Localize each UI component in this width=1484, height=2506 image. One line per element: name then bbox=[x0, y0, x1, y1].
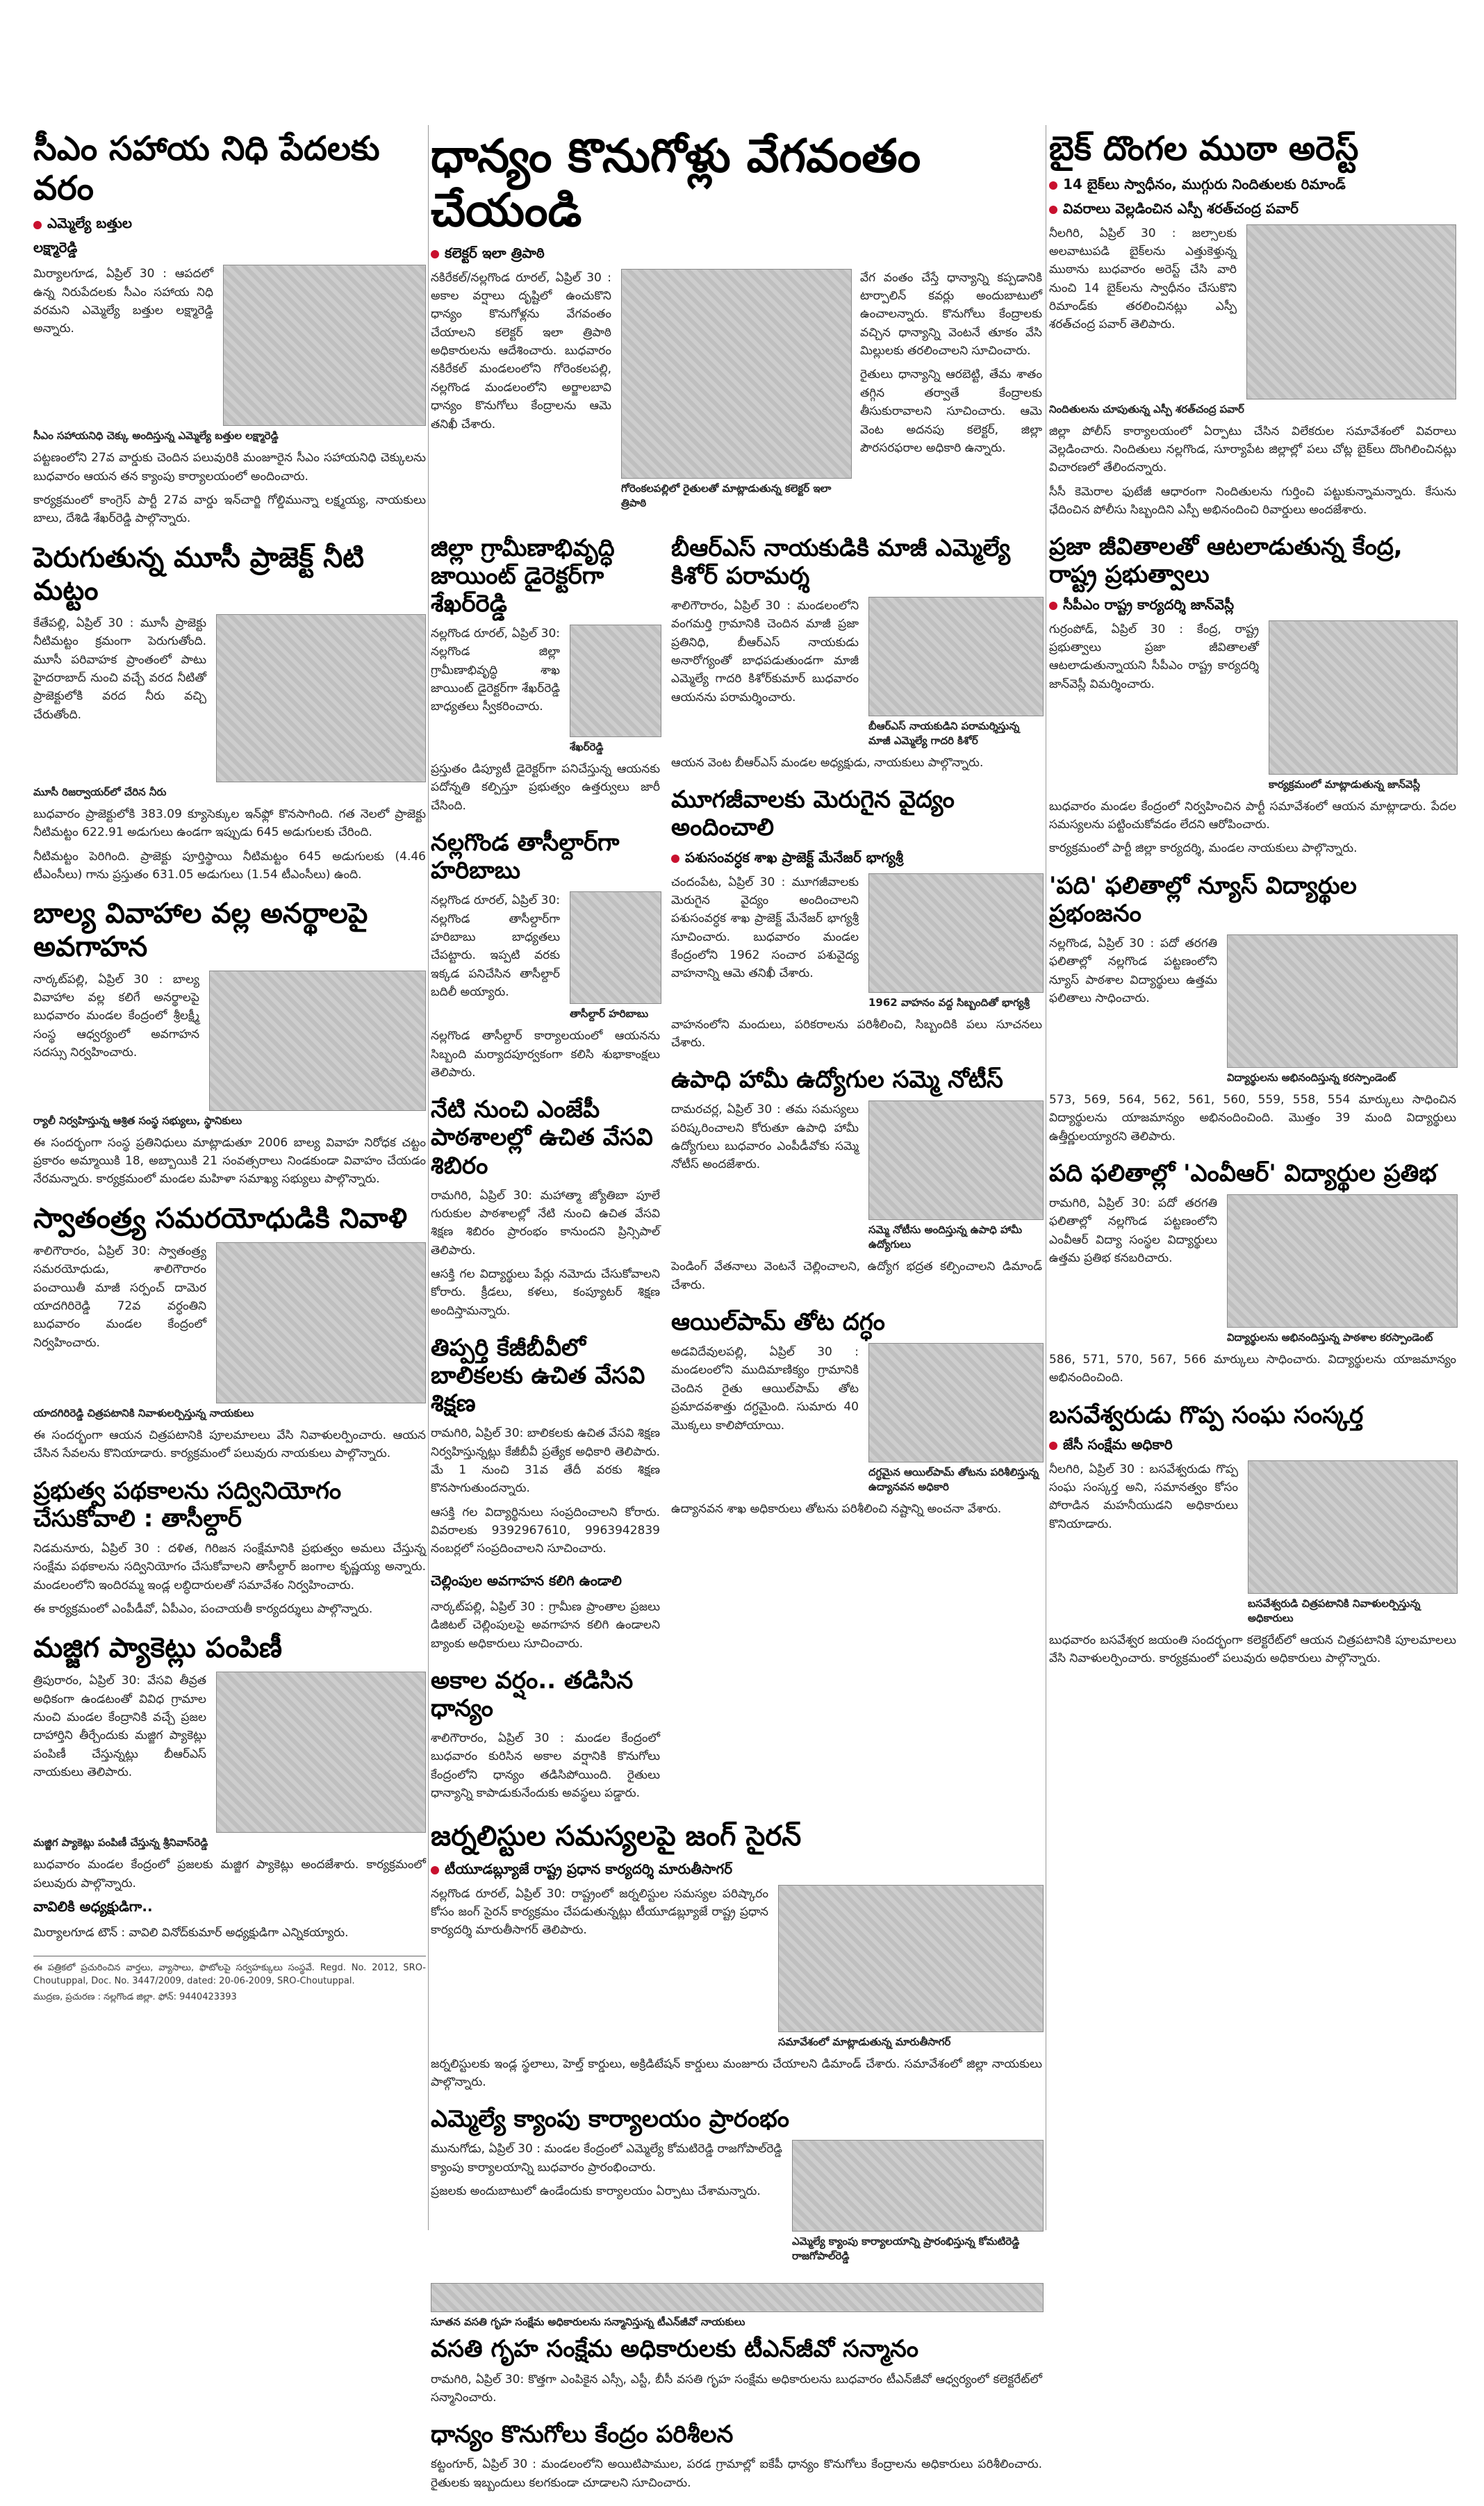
article-mjp-summer-camp bbox=[431, 1096, 660, 1320]
photo-caption: కార్యక్రమంలో మాట్లాడుతున్న జాన్‌వెస్లీ bbox=[1269, 777, 1421, 791]
article-photo bbox=[868, 597, 1044, 716]
article-photo bbox=[1246, 224, 1456, 399]
article-photo bbox=[868, 1101, 1044, 1220]
paragraph: కట్టంగూర్, ఏప్రిల్ 30 : మండలంలోని అయిటిపాముల, పరడ గ్రామాల్లో ఐకేపీ ధాన్యం కొనుగోలు కేంద్రాలను అధికారులు పరిశీలించారు. రైతులకు ఇబ్బందులు కలగకుండా చూడాలని సూచించారు. bbox=[431, 2457, 1042, 2490]
paragraph: శాలిగౌరారం, ఏప్రిల్ 30 : మండలంలోని వంగమర్తి గ్రామానికి చెందిన మాజీ ప్రజా ప్రతినిధి, బీఆర్ఎస్ నాయకుడు అనారోగ్యంతో బాధపడుతుండగా మాజీ ఎమ్మెల్యే గాదరి కిశోర్‌కుమార్ బుధవారం ఆయనను పరామర్శించారు. bbox=[671, 598, 859, 704]
photo-caption: సూతన వసతి గృహ సంక్షేమ అధికారులను సన్మానిస్తున్న టీఎన్‌జీవో నాయకులు bbox=[431, 2316, 745, 2329]
headline: బీఆర్ఎస్ నాయకుడికి మాజీ ఎమ్మెల్యే కిశోర్ పరామర్శ bbox=[671, 534, 1011, 590]
left-column bbox=[33, 125, 426, 2007]
paragraph: 573, 569, 564, 562, 561, 560, 559, 558, 554 మార్కులు సాధించిన విద్యార్థులను యాజమాన్యం అభినందించింది. మొత్తం 39 మంది విద్యార్థులు ఉత్తీర్ణులయ్యారని తెలిపారు. bbox=[1049, 1092, 1456, 1144]
byline: లక్ష్మారెడ్డి bbox=[33, 239, 78, 256]
center-column bbox=[431, 125, 1042, 2506]
article-photo bbox=[209, 971, 426, 1111]
paragraph: వాహనంలోని మందులు, పరికరాలను పరిశీలించి, సిబ్బందికి పలు సూచనలు చేశారు. bbox=[671, 1017, 1042, 1050]
lead-headline: ధాన్యం కొనుగోళ్లు వేగవంతం చేయండి bbox=[431, 129, 921, 237]
photo-caption: గోరెంకలపల్లిలో రైతులతో మాట్లాడుతున్న కలెక్టర్ ఇలా త్రిపాఠి bbox=[621, 481, 832, 509]
paragraph: ఉద్యానవన శాఖ అధికారులు తోటను పరిశీలించి నష్టాన్ని అంచనా వేశారు. bbox=[671, 1502, 1002, 1517]
headline: మూగజీవాలకు మెరుగైన వైద్యం అందించాలి bbox=[671, 786, 955, 842]
paragraph: శాలిగౌరారం, ఏప్రిల్ 30: స్వాతంత్ర్య సమరయోధుడు, శాలిగౌరారం పంచాయితీ మాజీ సర్పంచ్ దామెర యాదగిరిరెడ్డి 72వ వర్ధంతిని బుధవారం మండల కేంద్రంలో నిర్వహించారు. bbox=[33, 1244, 206, 1350]
paragraph: 586, 571, 570, 567, 566 మార్కులు సాధించారు. విద్యార్థులను యాజమాన్యం అభినందించింది. bbox=[1049, 1352, 1456, 1385]
imprint-text: ముద్రణ, ప్రచురణ : నల్లగొండ జిల్లా. ఫోన్: 9440423393 bbox=[33, 1991, 237, 2002]
paragraph: నల్లగొండ, ఏప్రిల్ 30 : పదో తరగతి ఫలితాల్లో నల్లగొండ పట్టణంలోని న్యూస్ పాఠశాల విద్యార్థులు ఉత్తమ ఫలితాలు సాధించారు. bbox=[1049, 936, 1217, 1005]
article-photo bbox=[1269, 620, 1458, 775]
article-cpm-statement bbox=[1049, 533, 1456, 857]
article-kishore-visit bbox=[671, 534, 1042, 773]
paragraph: చందంపేట, ఏప్రిల్ 30 : మూగజీవాలకు మెరుగైన వైద్యం అందించాలని పశుసంవర్ధక శాఖ ప్రాజెక్ట్ మేనేజర్ భాగ్యశ్రీ సూచించారు. బుధవారం మండల కేంద్రంలోని 1962 సంచార పశువైద్య వాహనాన్ని ఆమె తనిఖీ చేశారు. bbox=[671, 875, 859, 981]
article-rain-grain bbox=[431, 1667, 660, 1803]
article-camp-office bbox=[431, 2105, 1042, 2269]
article-photo bbox=[621, 269, 852, 479]
photo-caption: విద్యార్థులను అభినందిస్తున్న కరస్పాండెంట్ bbox=[1227, 1071, 1396, 1084]
paragraph: త్రిపురారం, ఏప్రిల్ 30: వేసవి తీవ్రత అధికంగా ఉండటంతో వివిధ గ్రామాల నుంచి మండల కేంద్రానికి వచ్చే ప్రజల దాహార్తిని తీర్చేందుకు మజ్జిగ ప్యాకెట్లు పంపిణీ చేస్తున్నట్లు బీఆర్ఎస్ నాయకులు తెలిపారు. bbox=[33, 1674, 206, 1780]
article-mvr-results bbox=[1049, 1160, 1456, 1387]
paragraph: సీసీ కెమెరాల ఫుటేజీ ఆధారంగా నిందితులను గుర్తించి పట్టుకున్నామన్నారు. కేసును ఛేదించిన పోలీసు సిబ్బందిని ఎస్పీ అభినందించి రివార్డులు అందజేశారు. bbox=[1049, 484, 1456, 517]
article-grain-centre-inspection bbox=[431, 2421, 1042, 2492]
portrait-photo bbox=[570, 891, 661, 1004]
bullet-icon bbox=[671, 855, 679, 863]
article-photo bbox=[778, 1885, 1044, 2032]
headline: బాల్య వివాహాల వల్ల అనర్థాలపై అవగాహన bbox=[33, 898, 368, 963]
article-tngo-felicitation bbox=[431, 2283, 1042, 2407]
photo-caption: మూసీ రిజర్వాయర్‌లో చేరిన నీరు bbox=[33, 786, 167, 798]
headline: ఉపాధి హామీ ఉద్యోగుల సమ్మె నోటీస్ bbox=[671, 1066, 1003, 1094]
paragraph: శాలిగౌరారం, ఏప్రిల్ 30 : మండల కేంద్రంలో బుధవారం కురిసిన అకాల వర్షానికి కొనుగోలు కేంద్రంలోని ధాన్యం తడిసిపోయింది. రైతులు ధాన్యాన్ని కాపాడుకునేందుకు అవస్థలు పడ్డారు. bbox=[431, 1731, 660, 1801]
article-nrega-strike bbox=[671, 1066, 1042, 1294]
photo-caption: దగ్ధమైన ఆయిల్‌పామ్ తోటను పరిశీలిస్తున్న ఉద్యానవన అధికారి bbox=[868, 1466, 1039, 1494]
paragraph: ఆసక్తి గల విద్యార్థులు పేర్లు నమోదు చేసుకోవాలని కోరారు. క్రీడలు, కళలు, కంప్యూటర్ శిక్షణ అందిస్తామన్నారు. bbox=[431, 1267, 660, 1318]
headline: నేటి నుంచి ఎంజేపీ పాఠశాలల్లో ఉచిత వేసవి శిబిరం bbox=[431, 1096, 653, 1180]
paragraph: పట్టణంలోని 27వ వార్డుకు చెందిన పలువురికి మంజూరైన సీఎం సహాయనిధి చెక్కులను బుధవారం ఆయన తన క్యాంపు కార్యాలయంలో అందించారు. bbox=[33, 451, 426, 484]
paragraph: నీటిమట్టం పెరిగింది. ప్రాజెక్టు పూర్తిస్థాయి నీటిమట్టం 645 అడుగులకు (4.46 టీఎంసీలు) గాను ప్రస్తుతం 631.05 అడుగులు (1.54 టీఎంసీలు) ఉంది. bbox=[33, 849, 426, 882]
headline: చెల్లింపుల అవగాహన కలిగి ఉండాలి bbox=[431, 1572, 622, 1589]
subheadline: 14 బైక్‌లు స్వాధీనం, ముగ్గురు నిందితులకు రిమాండ్ bbox=[1049, 176, 1456, 196]
paragraph: నార్కట్‌పల్లి, ఏప్రిల్ 30 : బాల్య వివాహాల వల్ల కలిగే అనర్థాలపై బుధవారం మండల కేంద్రంలో శ్రీలక్ష్మీ సంస్థ ఆధ్వర్యంలో అవగాహన సదస్సు నిర్వహించారు. bbox=[33, 972, 199, 1060]
headline: మజ్జిగ ప్యాకెట్లు పంపిణీ bbox=[33, 1632, 283, 1665]
bullet-icon bbox=[1049, 181, 1057, 190]
paragraph: పెండింగ్ వేతనాలు వెంటనే చెల్లించాలని, ఉద్యోగ భద్రత కల్పించాలని డిమాండ్ చేశారు. bbox=[671, 1260, 1042, 1292]
article-photo bbox=[223, 265, 426, 426]
headline: నల్లగొండ తాసీల్దార్‌గా హరిబాబు bbox=[431, 829, 620, 885]
article-cm-relief-fund bbox=[33, 129, 426, 528]
paragraph: మిర్యాలగూడ టౌన్ : వావిలి వినోద్‌కుమార్ అధ్యక్షుడిగా ఎన్నికయ్యారు. bbox=[33, 1926, 349, 1940]
headline: జిల్లా గ్రామీణాభివృద్ధి జాయింట్ డైరెక్టర్‌గా శేఖర్‌రెడ్డి bbox=[431, 534, 615, 618]
photo-caption: మజ్జిగ ప్యాకెట్లు పంపిణీ చేస్తున్న శ్రీనివాస్‌రెడ్డి bbox=[33, 1836, 208, 1849]
article-basaveshwara bbox=[1049, 1401, 1456, 1668]
paragraph: ప్రజలకు అందుబాటులో ఉండేందుకు కార్యాలయం ఏర్పాటు చేశామన్నారు. bbox=[431, 2184, 761, 2199]
article-photo bbox=[1227, 934, 1458, 1068]
paragraph: నకిరేకల్/నల్లగొండ రూరల్, ఏప్రిల్ 30 : అకాల వర్షాలు దృష్టిలో ఉంచుకొని ధాన్యం కొనుగోళ్లను వేగవంతం చేయాలని కలెక్టర్ ఇలా త్రిపాఠి అధికారులను ఆదేశించారు. బుధవారం నకిరేకల్ మండలంలోని గోరెంకలపల్లి, నల్లగొండ మండలంలోని అర్జాలబావి ధాన్యం కొనుగోలు కేంద్రాలను ఆమె తనిఖీ చేశారు. bbox=[431, 270, 611, 431]
headline: పెరుగుతున్న మూసీ ప్రాజెక్ట్ నీటి మట్టం bbox=[33, 541, 365, 607]
paragraph: అడవిదేవులపల్లి, ఏప్రిల్ 30 : మండలంలోని ముదిమాణిక్యం గ్రామానికి చెందిన రైతు ఆయిల్‌పామ్ తోట ప్రమాదవశాత్తు దగ్ధమైంది. సుమారు 40 మొక్కలు కాలిపోయాయి. bbox=[671, 1345, 859, 1433]
photo-caption: ఎమ్మెల్యే క్యాంపు కార్యాలయాన్ని ప్రారంభిస్తున్న కోమటిరెడ్డి రాజగోపాల్‌రెడ్డి bbox=[792, 2235, 1020, 2263]
paragraph: బుధవారం మండల కేంద్రంలో నిర్వహించిన పార్టీ సమావేశంలో ఆయన మాట్లాడారు. పేదల సమస్యలను పట్టించుకోవడం లేదని ఆరోపించారు. bbox=[1049, 799, 1456, 832]
portrait-photo bbox=[570, 625, 661, 737]
paragraph: బుధవారం బసవేశ్వర జయంతి సందర్భంగా కలెక్టరేట్‌లో ఆయన చిత్రపటానికి పూలమాలలు వేసి నివాళులర్పించారు. కార్యక్రమంలో పలువురు అధికారులు పాల్గొన్నారు. bbox=[1049, 1633, 1456, 1666]
subheadline: కలెక్టర్ ఇలా త్రిపాఠి bbox=[431, 245, 1042, 265]
paragraph: ఈ సందర్భంగా ఆయన చిత్రపటానికి పూలమాలలు వేసి నివాళులర్పించారు. ఆయన చేసిన సేవలను కొనియాడారు. కార్యక్రమంలో పలువురు నాయకులు పాల్గొన్నారు. bbox=[33, 1428, 426, 1461]
headline: ఆయిల్‌పామ్ తోట దగ్ధం bbox=[671, 1308, 885, 1337]
photo-caption: యాదగిరిరెడ్డి చిత్రపటానికి నివాళులర్పిస్తున్న నాయకులు bbox=[33, 1406, 254, 1419]
paragraph: బుధవారం ప్రాజెక్టులోకి 383.09 క్యూసెక్కుల ఇన్‌ఫ్లో కొనసాగింది. గత నెలలో ప్రాజెక్టు నీటిమట్టం 622.91 అడుగులు ఉండగా ఇప్పుడు 645 అడుగులకు చేరింది. bbox=[33, 807, 426, 840]
article-rural-dev-jd bbox=[431, 534, 660, 815]
headline: స్వాతంత్ర్య సమరయోధుడికి నివాళి bbox=[33, 1202, 408, 1235]
article-child-marriage bbox=[33, 898, 426, 1188]
subheadline: ఎమ్మెల్యే బత్తుల bbox=[33, 215, 426, 235]
paragraph: ఆసక్తి గల విద్యార్థినులు సంప్రదించాలని కోరారు. వివరాలకు 9392967610, 9963942839 నంబర్లలో సంప్రదించాలని సూచించారు. bbox=[431, 1505, 660, 1556]
article-buttermilk bbox=[33, 1632, 426, 1942]
article-photo bbox=[792, 2140, 1044, 2232]
paragraph: బుధవారం మండల కేంద్రంలో ప్రజలకు మజ్జిగ ప్యాకెట్లు అందజేశారు. కార్యక్రమంలో పలువురు పాల్గొన్నారు. bbox=[33, 1858, 426, 1890]
headline: బైక్ దొంగల ముఠా అరెస్ట్ bbox=[1049, 129, 1359, 168]
paragraph: ఆయన వెంట బీఆర్ఎస్ మండల అధ్యక్షుడు, నాయకులు పాల్గొన్నారు. bbox=[671, 755, 984, 770]
article-news-school-results bbox=[1049, 872, 1456, 1146]
paragraph: ఈ సందర్భంగా సంస్థ ప్రతినిధులు మాట్లాడుతూ 2006 బాల్య వివాహ నిరోధక చట్టం ప్రకారం అమ్మాయికి 18, అబ్బాయికి 21 సంవత్సరాలు నిండకుండా వివాహం చేయడం నేరమన్నారు. కార్యక్రమంలో మండల మహిళా సమాఖ్య సభ్యులు పాల్గొన్నారు. bbox=[33, 1135, 426, 1187]
article-photo bbox=[431, 2283, 1044, 2312]
paragraph: నల్లగొండ రూరల్, ఏప్రిల్ 30: నల్లగొండ తాసీల్దార్‌గా హరిబాబు బాధ్యతలు చేపట్టారు. ఇప్పటి వరకు ఇక్కడ పనిచేసిన తాసీల్దార్ బదిలీ అయ్యారు. bbox=[431, 893, 560, 1000]
headline: తిప్పర్తి కేజీబీవీలో బాలికలకు ఉచిత వేసవి శిక్షణ bbox=[431, 1334, 645, 1418]
bullet-icon bbox=[1049, 602, 1057, 610]
paragraph: రైతులు ధాన్యాన్ని ఆరబెట్టి, తేమ శాతం తగ్గిన తర్వాతే కేంద్రాలకు తీసుకురావాలని సూచించారు. ఆమె వెంట అదనపు కలెక్టర్, జిల్లా పౌరసరఫరాల అధికారి ఉన్నారు. bbox=[860, 368, 1042, 455]
paragraph: కార్యక్రమంలో పార్టీ జిల్లా కార్యదర్శి, మండల నాయకులు పాల్గొన్నారు. bbox=[1049, 841, 1358, 856]
paragraph: దామరచర్ల, ఏప్రిల్ 30 : తమ సమస్యలు పరిష్కరించాలని కోరుతూ ఉపాధి హామీ ఉద్యోగులు బుధవారం ఎంపీడీవోకు సమ్మె నోటీస్ అందజేశారు. bbox=[671, 1103, 859, 1172]
photo-caption: బీఆర్ఎస్ నాయకుడిని పరామర్శిస్తున్న మాజీ ఎమ్మెల్యే గాదరి కిశోర్ bbox=[868, 719, 1020, 747]
article-photo bbox=[1227, 1194, 1458, 1328]
bullet-icon bbox=[33, 221, 42, 229]
paragraph: మిర్యాలగూడ, ఏప్రిల్ 30 : ఆపదలో ఉన్న నిరుపేదలకు సీఎం సహాయ నిధి వరమని ఎమ్మెల్యే బత్తుల లక్ష్మారెడ్డి అన్నారు. bbox=[33, 267, 213, 336]
article-govt-schemes bbox=[33, 1477, 426, 1619]
headline: ఎమ్మెల్యే క్యాంపు కార్యాలయం ప్రారంభం bbox=[431, 2105, 789, 2134]
bullet-icon bbox=[1049, 1442, 1057, 1450]
kicker-headline: వావిలికి అధ్యక్షుడిగా.. bbox=[33, 1898, 153, 1915]
article-photo bbox=[216, 1242, 426, 1403]
article-tahsildar bbox=[431, 829, 660, 1082]
paragraph: మునుగోడు, ఏప్రిల్ 30 : మండల కేంద్రంలో ఎమ్మెల్యే కోమటిరెడ్డి రాజగోపాల్‌రెడ్డి క్యాంపు కార్యాలయాన్ని బుధవారం ప్రారంభించారు. bbox=[431, 2142, 782, 2175]
article-musi-project bbox=[33, 542, 426, 884]
article-bike-thieves bbox=[1049, 129, 1456, 519]
paragraph: రామగిరి, ఏప్రిల్ 30: పదో తరగతి ఫలితాల్లో నల్లగొండ పట్టణంలోని ఎంవీఆర్ విద్యా సంస్థల విద్యార్థులు ఉత్తమ ప్రతిభ కనబరిచారు. bbox=[1049, 1196, 1217, 1265]
paragraph: నల్లగొండ రూరల్, ఏప్రిల్ 30: రాష్ట్రంలో జర్నలిస్టుల సమస్యల పరిష్కారం కోసం జంగ్ సైరన్ కార్యక్రమం చేపడుతున్నట్లు టీయూడబ్ల్యూజే రాష్ట్ర ప్రధాన కార్యదర్శి మారుతీసాగర్ తెలిపారు. bbox=[431, 1886, 768, 1938]
subheadline: వివరాలు వెల్లడించిన ఎస్పీ శరత్‌చంద్ర పవార్ bbox=[1049, 200, 1456, 220]
paragraph: రామగిరి, ఏప్రిల్ 30: మహాత్మా జ్యోతిబా పూలే గురుకుల పాఠశాలల్లో నేటి నుంచి ఉచిత వేసవి శిక్షణ శిబిరం ప్రారంభం కానుందని ప్రిన్సిపాల్ తెలిపారు. bbox=[431, 1188, 660, 1258]
photo-caption: 1962 వాహనం వద్ద సిబ్బందితో భాగ్యశ్రీ bbox=[868, 996, 1030, 1009]
paragraph: నల్లగొండ రూరల్, ఏప్రిల్ 30: నల్లగొండ జిల్లా గ్రామీణాభివృద్ధి శాఖ జాయింట్ డైరెక్టర్‌గా శేఖర్‌రెడ్డి బాధ్యతలు స్వీకరించారు. bbox=[431, 627, 560, 714]
headline: వసతి గృహ సంక్షేమ అధికారులకు టీఎన్‌జీవో సన్మానం bbox=[431, 2335, 918, 2364]
article-oilpalm-fire bbox=[671, 1308, 1042, 1518]
subheadline: జేసీ సంక్షేమ అధికారి bbox=[1049, 1436, 1456, 1456]
headline: ప్రభుత్వ పథకాలను సద్వినియోగం చేసుకోవాలి : తాసీల్దార్ bbox=[33, 1476, 342, 1533]
paragraph: రామగిరి, ఏప్రిల్ 30: కొత్తగా ఎంపికైన ఎస్సీ, ఎస్టీ, బీసీ వసతి గృహ సంక్షేమ అధికారులను బుధవారం టీఎన్‌జీవో ఆధ్వర్యంలో కలెక్టరేట్‌లో సన్మానించారు. bbox=[431, 2372, 1042, 2405]
headline: సీఎం సహాయ నిధి పేదలకు వరం bbox=[33, 129, 380, 208]
photo-caption: సమావేశంలో మాట్లాడుతున్న మారుతీసాగర్ bbox=[778, 2035, 951, 2048]
article-kgbv bbox=[431, 1334, 660, 1558]
subheadline: సీపీఎం రాష్ట్ర కార్యదర్శి జాన్‌వెస్లీ bbox=[1049, 596, 1456, 616]
bullet-icon bbox=[1049, 206, 1057, 214]
bullet-icon bbox=[431, 1866, 439, 1874]
photo-caption: ర్యాలీ నిర్వహిస్తున్న ఆశ్రిత సంస్థ సభ్యులు, స్థానికులు bbox=[33, 1114, 242, 1127]
paragraph: జర్నలిస్టులకు ఇండ్ల స్థలాలు, హెల్త్ కార్డులు, అక్రిడిటేషన్ కార్డులు మంజూరు చేయాలని డిమాండ్ చేశారు. సమావేశంలో జిల్లా నాయకులు పాల్గొన్నారు. bbox=[431, 2056, 1042, 2089]
paragraph: ప్రస్తుతం డిప్యూటీ డైరెక్టర్‌గా పనిచేస్తున్న ఆయనకు పదోన్నతి కల్పిస్తూ ప్రభుత్వం ఉత్తర్వులు జారీ చేసింది. bbox=[431, 762, 660, 813]
article-grain-procurement bbox=[431, 129, 1042, 516]
paragraph: నల్లగొండ తాసీల్దార్ కార్యాలయంలో ఆయనను సిబ్బంది మర్యాదపూర్వకంగా కలిసి శుభాకాంక్షలు తెలిపారు. bbox=[431, 1029, 660, 1080]
photo-caption: సీఎం సహాయనిధి చెక్కు అందిస్తున్న ఎమ్మెల్యే బత్తుల లక్ష్మారెడ్డి bbox=[33, 429, 279, 443]
paragraph: జిల్లా పోలీస్ కార్యాలయంలో ఏర్పాటు చేసిన విలేకరుల సమావేశంలో వివరాలు వెల్లడించారు. నిందితులు నల్లగొండ, సూర్యాపేట జిల్లాల్లో పలు చోట్ల బైక్‌లు దొంగిలించినట్లు విచారణలో తేలిందన్నారు. bbox=[1049, 424, 1456, 475]
column-rule bbox=[428, 125, 429, 2230]
headline: పది ఫలితాల్లో 'ఎంవీఆర్' విద్యార్థుల ప్రతిభ bbox=[1049, 1159, 1437, 1187]
paragraph: నార్కట్‌పల్లి, ఏప్రిల్ 30 : గ్రామీణ ప్రాంతాల ప్రజలు డిజిటల్ చెల్లింపులపై అవగాహన కలిగి ఉండాలని బ్యాంకు అధికారులు సూచించారు. bbox=[431, 1599, 660, 1651]
paragraph: కేతేపల్లి, ఏప్రిల్ 30 : మూసీ ప్రాజెక్టు నీటిమట్టం క్రమంగా పెరుగుతోంది. మూసీ పరివాహక ప్రాంతంలో పాటు హైదరాబాద్ నుంచి వచ్చే వరద నీటితో ప్రాజెక్టులోకి వరద నీరు వచ్చి చేరుతోంది. bbox=[33, 616, 206, 722]
paragraph: కార్యక్రమంలో కాంగ్రెస్ పార్టీ 27వ వార్డు ఇన్‌చార్జి గోల్డిమున్నా లక్ష్మయ్య, నాయకులు బాలు, దేశిడి శేఖర్‌రెడ్డి పాల్గొన్నారు. bbox=[33, 493, 426, 526]
paragraph: గుర్రంపోడ్, ఏప్రిల్ 30 : కేంద్ర, రాష్ట్ర ప్రభుత్వాలు ప్రజా జీవితాలతో ఆటలాడుతున్నాయని సీపీఎం రాష్ట్ర కార్యదర్శి జాన్‌వెస్లీ విమర్శించారు. bbox=[1049, 622, 1259, 691]
photo-caption: తాసీల్దార్ హరిబాబు bbox=[570, 1007, 649, 1021]
article-freedom-fighter bbox=[33, 1203, 426, 1463]
headline: ప్రజా జీవితాలతో ఆటలాడుతున్న కేంద్ర, రాష్ట్ర ప్రభుత్వాలు bbox=[1049, 533, 1403, 589]
article-vet-care bbox=[671, 786, 1042, 1052]
right-column bbox=[1049, 125, 1456, 1681]
article-photo bbox=[1248, 1460, 1458, 1594]
headline: 'పది' ఫలితాల్లో న్యూస్ విద్యార్థుల ప్రభంజనం bbox=[1049, 871, 1357, 928]
imprint-text: ఈ పత్రికలో ప్రచురించిన వార్తలు, వ్యాసాలు, ఫొటోలపై సర్వహక్కులు సంస్థవే. Regd. No. 2012, SRO-Choutuppal, Doc. No. 3447/2009, dated: 20-06-2009, SRO-Choutuppal. bbox=[33, 1963, 426, 1986]
headline: అకాల వర్షం.. తడిసిన ధాన్యం bbox=[431, 1666, 634, 1722]
headline: జర్నలిస్టుల సమస్యలపై జంగ్ సైరన్ bbox=[431, 1820, 802, 1853]
subheadline: పశుసంవర్ధక శాఖ ప్రాజెక్ట్ మేనేజర్ భాగ్యశ్రీ bbox=[671, 849, 1042, 869]
paragraph: నీలగిరి, ఏప్రిల్ 30 : జల్సాలకు అలవాటుపడి బైక్‌లను ఎత్తుకెళ్తున్న ముఠాను బుధవారం అరెస్ట్ చేసి వారి నుంచి 14 బైక్‌లను స్వాధీనం చేసుకొని రిమాండ్‌కు తరలించినట్లు ఎస్పీ శరత్‌చంద్ర పవార్ తెలిపారు. bbox=[1049, 226, 1237, 332]
print-imprint bbox=[33, 1956, 426, 2004]
paragraph: రామగిరి, ఏప్రిల్ 30: బాలికలకు ఉచిత వేసవి శిక్షణ నిర్వహిస్తున్నట్లు కేజీబీవీ ప్రత్యేక అధికారి తెలిపారు. మే 1 నుంచి 31వ తేదీ వరకు శిక్షణ కొనసాగుతుందన్నారు. bbox=[431, 1426, 660, 1496]
article-digital-payments bbox=[431, 1572, 660, 1653]
photo-caption: బసవేశ్వరుడి చిత్రపటానికి నివాళులర్పిస్తున్న అధికారులు bbox=[1248, 1597, 1421, 1624]
article-journalists bbox=[431, 1820, 1042, 2091]
paragraph: ఈ కార్యక్రమంలో ఎంపీడీవో, ఏపీఎం, పంచాయతీ కార్యదర్శులు పాల్గొన్నారు. bbox=[33, 1601, 373, 1616]
photo-caption: సమ్మె నోటీసు అందిస్తున్న ఉపాధి హామీ ఉద్యోగులు bbox=[868, 1223, 1023, 1251]
paragraph: వేగ వంతం చేస్తే ధాన్యాన్ని కప్పడానికి టార్పాలిన్ కవర్లు అందుబాటులో ఉంచాలన్నారు. కొనుగోలు కేంద్రాలకు వచ్చిన ధాన్యాన్ని వెంటనే తూకం వేసి మిల్లులకు తరలించాలని సూచించారు. bbox=[860, 270, 1042, 358]
headline: బసవేశ్వరుడు గొప్ప సంఘ సంస్కర్త bbox=[1049, 1401, 1364, 1429]
subheadline: టీయూడబ్ల్యూజే రాష్ట్ర ప్రధాన కార్యదర్శి మారుతీసాగర్ bbox=[431, 1861, 1042, 1881]
headline: ధాన్యం కొనుగోలు కేంద్రం పరిశీలన bbox=[431, 2421, 734, 2449]
article-photo bbox=[868, 873, 1044, 993]
photo-caption: నిందితులను చూపుతున్న ఎస్పీ శరత్‌చంద్ర పవార్ bbox=[1049, 402, 1244, 415]
bullet-icon bbox=[431, 250, 439, 258]
photo-caption: శేఖర్‌రెడ్డి bbox=[570, 741, 604, 754]
article-photo bbox=[216, 1672, 426, 1833]
paragraph: నిడమనూరు, ఏప్రిల్ 30 : దళిత, గిరిజన సంక్షేమానికి ప్రభుత్వం అమలు చేస్తున్న సంక్షేమ పథకాలను సద్వినియోగం చేసుకోవాలని తాసీల్దార్ జంగాల కృష్ణయ్య అన్నారు. మండలంలోని ఇందిరమ్మ ఇండ్ల లబ్ధిదారులతో సమావేశం నిర్వహించారు. bbox=[33, 1541, 426, 1592]
photo-caption: విద్యార్థులను అభినందిస్తున్న పాఠశాల కరస్పాండెంట్ bbox=[1227, 1330, 1433, 1344]
article-photo bbox=[868, 1343, 1044, 1462]
paragraph: నీలగిరి, ఏప్రిల్ 30 : బసవేశ్వరుడు గొప్ప సంఘ సంస్కర్త అని, సమానత్వం కోసం పోరాడిన మహనీయుడని అధికారులు కొనియాడారు. bbox=[1049, 1462, 1238, 1531]
article-photo bbox=[216, 614, 426, 782]
